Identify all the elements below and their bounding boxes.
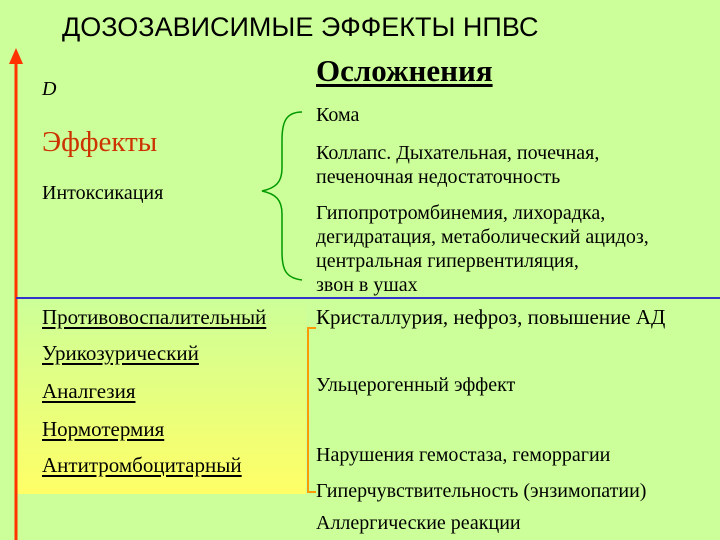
complication-ulcerogenic: Ульцерогенный эффект (316, 374, 516, 396)
complication-hypoprothrombinemia-line3: центральная гипервентиляция, (316, 250, 579, 272)
complication-collapse-line1: Коллапс. Дыхательная, почечная, (316, 142, 600, 164)
slide-title: ДОЗОЗАВИСИМЫЕ ЭФФЕКТЫ НПВС (62, 12, 539, 42)
complications-heading: Осложнения (316, 53, 493, 88)
complication-allergic: Аллергические реакции (316, 512, 521, 534)
effect-uricosuric: Урикозурический (42, 341, 199, 365)
square-bracket (308, 328, 316, 492)
complication-hemostasis: Нарушения гемостаза, геморрагии (316, 444, 611, 466)
complication-crystalluria: Кристаллурия, нефроз, повышение АД (316, 305, 666, 329)
dose-axis-label: D (42, 78, 57, 100)
complication-hypoprothrombinemia-line1: Гипопротромбинемия, лихорадка, (316, 202, 606, 224)
effect-normothermia: Нормотермия (42, 417, 165, 441)
effects-heading: Эффекты (42, 126, 158, 158)
complication-hypoprothrombinemia-line4: звон в ушах (316, 274, 418, 296)
complication-collapse-line2: печеночная недостаточность (316, 166, 561, 188)
complication-hypersensitivity: Гиперчувствительность (энзимопатии) (316, 480, 647, 502)
effect-analgesia: Аналгезия (42, 379, 136, 403)
complication-coma: Кома (316, 104, 360, 126)
dose-axis-arrowhead (9, 48, 23, 64)
effect-antiplatelet: Антитромбоцитарный (42, 453, 242, 477)
effect-anti-inflammatory: Противовоспалительный (42, 305, 267, 329)
curly-brace (262, 112, 302, 280)
intoxication-label: Интоксикация (42, 182, 164, 204)
complication-hypoprothrombinemia-line2: дегидратация, метаболический ацидоз, (316, 226, 649, 248)
